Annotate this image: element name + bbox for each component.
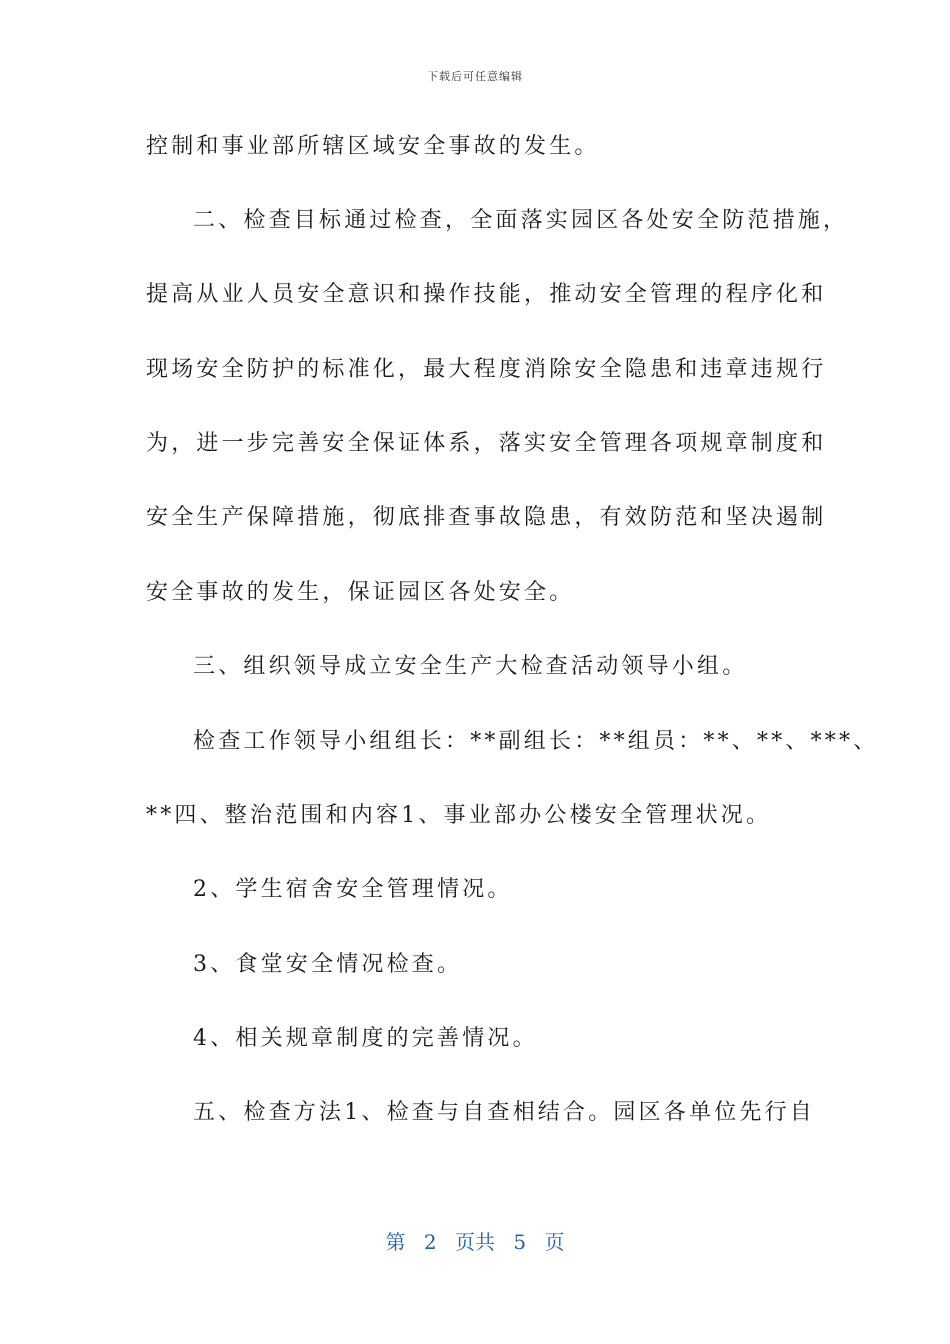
paragraph-line: 控制和事业部所辖区域安全事故的发生。	[146, 134, 600, 159]
paragraph-line: 现场安全防护的标准化，最大程度消除安全隐患和违章违规行	[146, 357, 827, 382]
page-current: 2	[423, 1230, 437, 1254]
page-total: 5	[513, 1230, 527, 1254]
paragraph-line: 提高从业人员安全意识和操作技能，推动安全管理的程序化和	[146, 282, 827, 307]
header-note: 下载后可任意编辑	[427, 70, 523, 83]
page-suffix: 页	[544, 1230, 565, 1254]
page-footer	[0, 1226, 950, 1255]
paragraph-line: 4、相关规章制度的完善情况。	[193, 1026, 538, 1051]
paragraph-line: 安全生产保障措施，彻底排查事故隐患，有效防范和坚决遏制	[146, 505, 827, 530]
paragraph-line: **四、整治范围和内容1、事业部办公楼安全管理状况。	[146, 803, 772, 828]
page-mid: 页共	[455, 1230, 495, 1254]
page-prefix: 第	[385, 1230, 406, 1254]
paragraph-line: 2、学生宿舍安全管理情况。	[193, 877, 513, 902]
paragraph-line: 检查工作领导小组组长：**副组长：**组员：**、**、***、	[193, 729, 879, 754]
paragraph-line: 二、检查目标通过检查，全面落实园区各处安全防范措施，	[193, 208, 849, 233]
paragraph-line: 五、检查方法1、检查与自查相结合。园区各单位先行自	[193, 1100, 815, 1125]
paragraph-line: 3、食堂安全情况检查。	[193, 952, 463, 977]
paragraph-line: 为，进一步完善安全保证体系，落实安全管理各项规章制度和	[146, 431, 827, 456]
paragraph-line: 三、组织领导成立安全生产大检查活动领导小组。	[193, 654, 748, 679]
paragraph-line: 安全事故的发生，保证园区各处安全。	[146, 580, 575, 605]
